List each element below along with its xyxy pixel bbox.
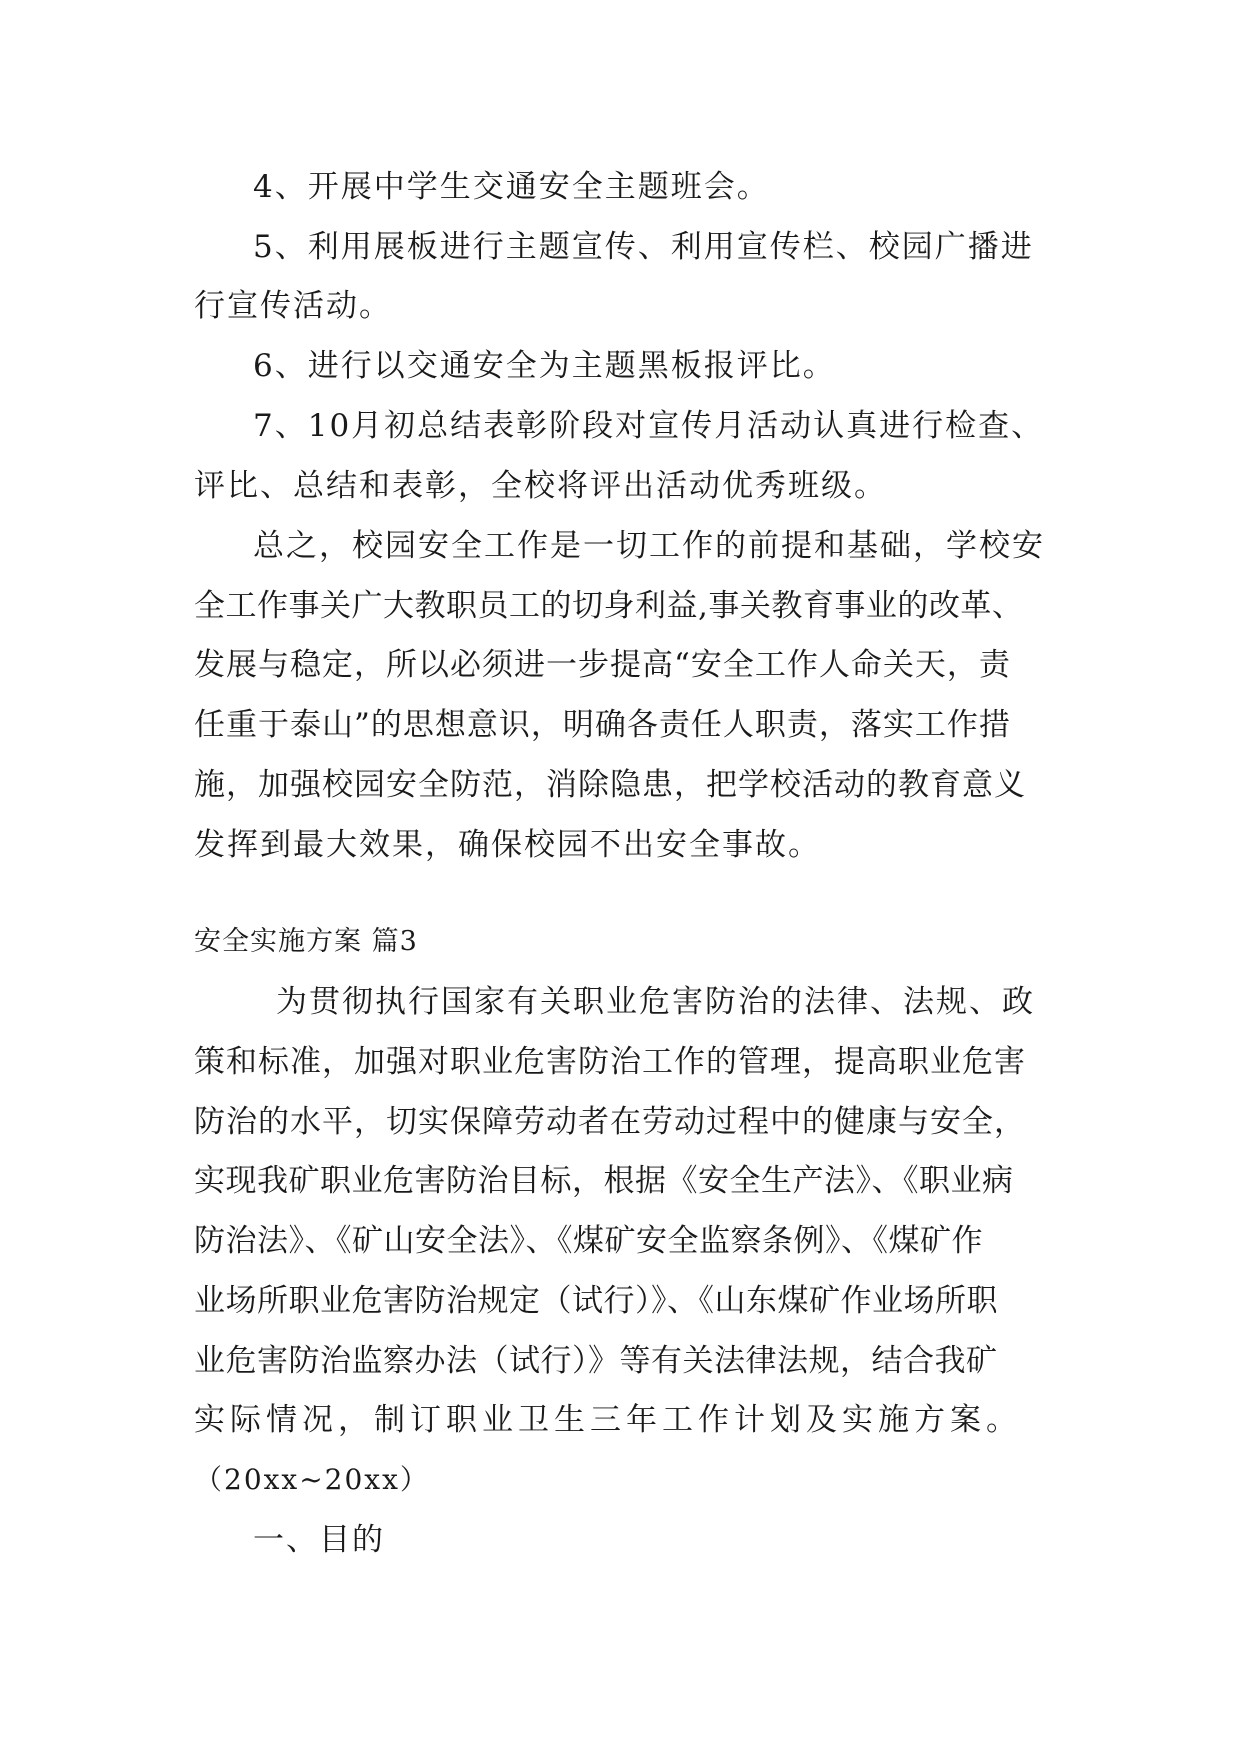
paragraph-line: 策和标准，加强对职业危害防治工作的管理，提高职业危害: [194, 1044, 1026, 1080]
paragraph-line: 发展与稳定，所以必须进一步提高“安全工作人命关天，责: [194, 647, 1011, 683]
list-item-7: 7、10月初总结表彰阶段对宣传月活动认真进行检查、: [253, 408, 1045, 444]
paragraph-line: 施，加强校园安全防范，消除隐患，把学校活动的教育意义: [194, 767, 1026, 803]
paragraph-line: 为贯彻执行国家有关职业危害防治的法律、法规、政: [276, 984, 1035, 1020]
list-item-5: 5、利用展板进行主题宣传、利用宣传栏、校园广播进: [253, 229, 1034, 265]
year-range: （20xx~20xx）: [194, 1463, 430, 1496]
paragraph-line: 实现我矿职业危害防治目标，根据《安全生产法》、《职业病: [194, 1163, 1014, 1199]
list-item-6: 6、进行以交通安全为主题黑板报评比。: [253, 348, 836, 384]
paragraph-line: 业危害防治监察办法（试行）》等有关法律法规，结合我矿: [194, 1343, 998, 1379]
list-item-5-continued: 行宣传活动。: [194, 288, 392, 324]
section-subheading: 一、目的: [253, 1522, 385, 1558]
list-item-7-continued: 评比、总结和表彰，全校将评出活动优秀班级。: [194, 468, 887, 504]
list-item-4: 4、开展中学生交通安全主题班会。: [253, 169, 770, 205]
section-heading: 安全实施方案 篇3: [194, 926, 418, 957]
paragraph-line: 实际情况，制订职业卫生三年工作计划及实施方案。: [194, 1402, 1022, 1438]
paragraph-line: 防治的水平，切实保障劳动者在劳动过程中的健康与安全，: [194, 1104, 1026, 1140]
paragraph-line: 业场所职业危害防治规定（试行）》、《山东煤矿作业场所职: [194, 1283, 998, 1319]
paragraph-line: 任重于泰山”的思想意识，明确各责任人职责，落实工作措: [194, 707, 1011, 743]
paragraph-line: 全工作事关广大教职员工的切身利益,事关教育事业的改革、: [194, 588, 1024, 624]
paragraph-line: 发挥到最大效果，确保校园不出安全事故。: [194, 827, 821, 863]
paragraph-line: 防治法》、《矿山安全法》、《煤矿安全监察条例》、《煤矿作: [194, 1223, 983, 1259]
paragraph-line: 总之，校园安全工作是一切工作的前提和基础，学校安: [253, 528, 1045, 564]
